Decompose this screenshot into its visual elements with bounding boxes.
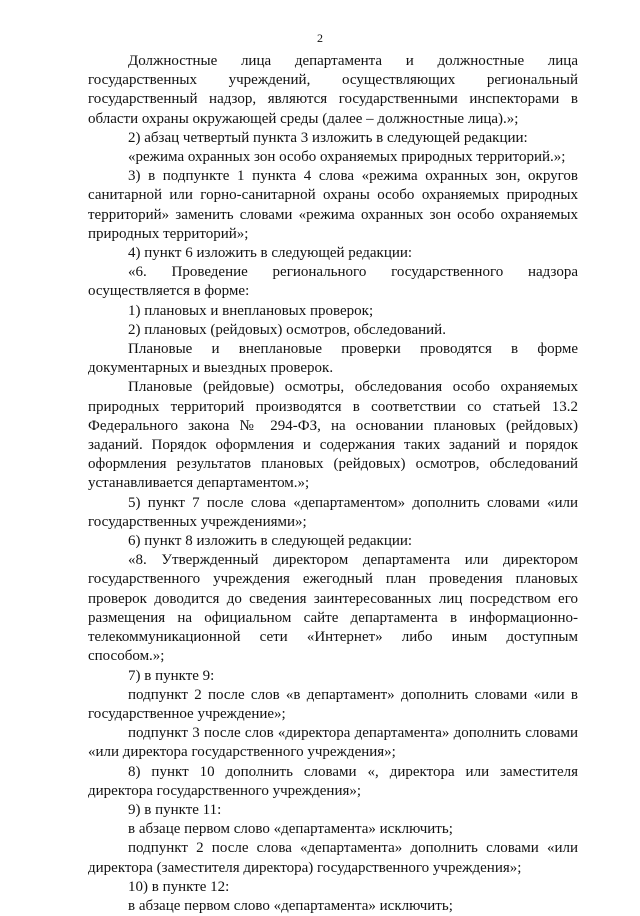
paragraph-item-6: 6) пункт 8 изложить в следующей редакции: [128,533,413,550]
paragraph-officials: Должностные лица департамента и должностные лица государственных учреждений, осуществляющих региональный государственный надзор, являются государственными инспекторами в области охраны окружающей среды (далее – должностные лица).»; [88,53,578,127]
paragraph-item-2: 2) абзац четвертый пункта 3 изложить в следующей редакции: [128,129,528,146]
page-number: 2 [317,31,323,45]
paragraph-item-10: 10) в пункте 12: [128,878,230,895]
paragraph-item-9: 9) в пункте 11: [128,801,222,818]
paragraph-item-5: 5) пункт 7 после слова «департаментом» дополнить словами «или государственных учреждениями»; [88,494,578,530]
paragraph-item-3: 3) в подпункте 1 пункта 4 слова «режима охранных зон, округов санитарной или горно-санитарной охраны особо охраняемых природных территорий» заменить словами «режима охранных зон особо охраняемых природных территорий»; [88,168,578,242]
paragraph-item-10-first: в абзаце первом слово «департамента» исключить; [128,897,453,914]
paragraph-item-7-sub-3: подпункт 3 после слов «директора департамента» дополнить словами «или директора государственного учреждения»; [88,725,578,761]
paragraph-inspections-form: Плановые и внеплановые проверки проводятся в форме документарных и выездных проверок. [88,341,578,377]
paragraph-item-4: 4) пункт 6 изложить в следующей редакции: [128,245,413,262]
paragraph-item-9-first: в абзаце первом слово «департамента» исключить; [128,821,453,838]
paragraph-clause-6-sub-1: 1) плановых и внеплановых проверок; [128,302,374,319]
paragraph-clause-6-sub-2: 2) плановых (рейдовых) осмотров, обследований. [128,321,446,338]
paragraph-item-7: 7) в пункте 9: [128,667,215,684]
paragraph-clause-8: «8. Утвержденный директором департамента или директором государственного учреждения ежегодный план проведения плановых проверок доводится до сведения заинтересованных лиц посредством его размещения на официальном сайте департамента в информационно-телекоммуникационной сети «Интернет» либо иным доступным способом.»; [88,552,578,665]
document-body [88,52,578,916]
paragraph-item-9-sub-2: подпункт 2 после слова «департамента» дополнить словами «или директора (заместителя директора) государственного учреждения»; [88,840,578,876]
paragraph-clause-6: «6. Проведение регионального государственного надзора осуществляется в форме: [88,264,578,300]
paragraph-item-7-sub-2: подпункт 2 после слов «в департамент» дополнить словами «или в государственное учреждение»; [88,686,578,722]
paragraph-item-2-text: «режима охранных зон особо охраняемых природных территорий.»; [128,149,566,166]
paragraph-item-8: 8) пункт 10 дополнить словами «, директора или заместителя директора государственного учреждения»; [88,763,578,799]
paragraph-raid-inspections: Плановые (рейдовые) осмотры, обследования особо охраняемых природных территорий производятся в соответствии со статьей 13.2 Федерального закона № 294-ФЗ, на основании плановых (рейдовых) заданий. Порядок оформления и содержания таких заданий и порядок оформления результатов плановых (рейдовых) осмотров, обследований устанавливается департаментом.»; [88,379,578,492]
